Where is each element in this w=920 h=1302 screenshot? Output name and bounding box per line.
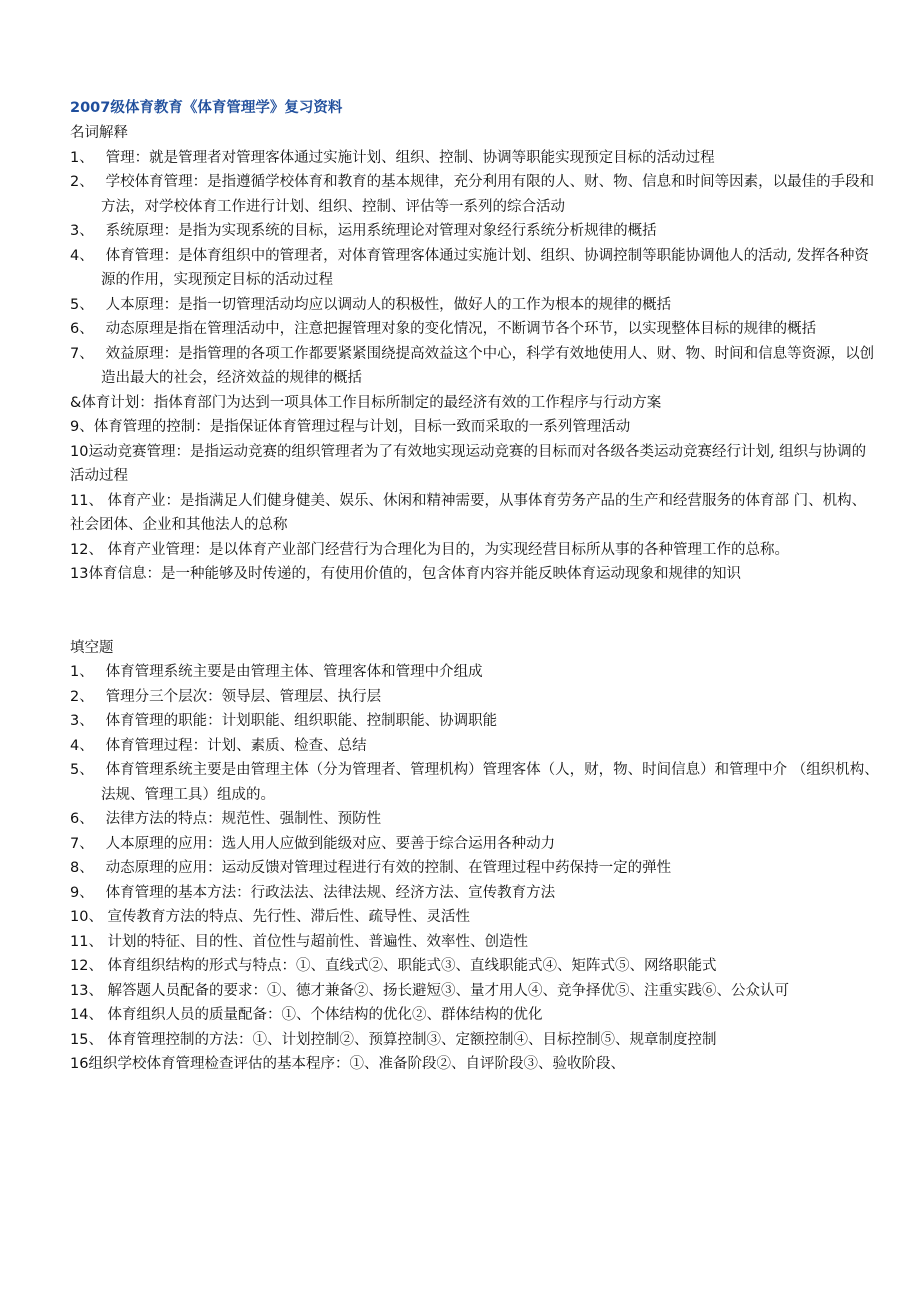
fill-item <box>70 807 880 832</box>
item-text: 管理：就是管理者对管理客体通过实施计划、组织、控制、协调等职能实现预定目标的活动过程 <box>101 149 715 166</box>
fill-item <box>70 832 880 857</box>
item-text: 计划的特征、目的性、首位性与超前性、普遍性、效率性、创造性 <box>102 933 529 950</box>
fill-list <box>70 660 880 1077</box>
item-text: 体育计划：指体育部门为达到一项具体工作目标所制定的最经济有效的工作程序与行动方案 <box>81 394 662 411</box>
item-text: 体育产业：是指满足人们健身健美、娱乐、休闲和精神需要，从事体育劳务产品的生产和经营服务的体育部 门、机构、社会团体、企业和其他法人的总称 <box>70 492 867 533</box>
item-text: 动态原理的应用：运动反馈对管理过程进行有效的控制、在管理过程中药保持一定的弹性 <box>101 860 672 876</box>
item-text: 效益原理：是指管理的各项工作都要紧紧围绕提高效益这个中心，科学有效地使用人、财、物、时间和信息等资源，以创造出最大的社会，经济效益的规律的概括 <box>101 345 875 386</box>
item-text: 学校体育管理：是指遵循学校体育和教育的基本规律，充分利用有限的人、财、物、信息和时间等因素，以最佳的手段和方法，对学校体育工作进行计划、组织、控制、评估等一系列的综合活动 <box>101 174 875 215</box>
section-heading-terms: 名词解释 <box>70 125 128 141</box>
term-item <box>70 489 880 538</box>
fill-item <box>70 1052 880 1077</box>
item-text: 运动竞赛管理：是指运动竞赛的组织管理者为了有效地实现运动竞赛的目标而对各级各类运动竞赛经行计划, 组织与协调的活动过程 <box>70 443 867 484</box>
fill-item <box>70 905 880 930</box>
section-heading-fill: 填空题 <box>70 639 114 656</box>
item-number: 16 <box>70 1056 89 1072</box>
item-number: & <box>70 394 82 411</box>
item-number: 11、 <box>70 933 103 950</box>
item-number: 12、 <box>70 958 103 974</box>
item-number: 2、 <box>70 174 94 190</box>
item-text: 组织学校体育管理检查评估的基本程序：①、准备阶段②、自评阶段③、验收阶段、 <box>88 1056 625 1072</box>
item-number: 6、 <box>70 321 94 337</box>
item-number: 9、 <box>70 884 94 901</box>
item-number: 14、 <box>70 1007 103 1023</box>
item-number: 15、 <box>70 1031 103 1048</box>
item-number: 2、 <box>70 688 94 705</box>
item-text: 人本原理的应用：选人用人应做到能级对应、要善于综合运用各种动力 <box>101 835 556 852</box>
item-text: 体育管理控制的方法：①、计划控制②、预算控制③、定额控制④、目标控制⑤、规章制度控制 <box>102 1031 717 1048</box>
item-number: 7、 <box>70 835 94 852</box>
item-number: 13 <box>70 566 89 582</box>
item-text: 体育管理系统主要是由管理主体（分为管理者、管理机构）管理客体（人，财，物、时间信息）和管理中介 （组织机构、法规、管理工具）组成的。 <box>101 762 879 803</box>
term-item <box>70 219 880 244</box>
item-number: 5、 <box>70 296 94 313</box>
item-text: 体育管理的控制：是指保证体育管理过程与计划，目标一致而采取的一系列管理活动 <box>93 419 631 435</box>
item-number: 5、 <box>70 762 94 778</box>
item-text: 人本原理：是指一切管理活动均应以调动人的积极性，做好人的工作为根本的规律的概括 <box>101 296 672 313</box>
term-item <box>70 293 880 318</box>
term-item <box>70 170 880 219</box>
fill-item <box>70 685 880 710</box>
fill-item <box>70 709 880 734</box>
fill-item <box>70 1003 880 1028</box>
term-item <box>70 342 880 391</box>
item-number: 13、 <box>70 982 103 999</box>
item-number: 3、 <box>70 223 94 239</box>
item-number: 1、 <box>70 664 94 680</box>
item-text: 体育管理：是体育组织中的管理者，对体育管理客体通过实施计划、组织、协调控制等职能协调他人的活动, 发挥各种资源的作用，实现预定目标的活动过程 <box>101 247 869 288</box>
term-item <box>70 244 880 293</box>
term-item <box>70 391 880 416</box>
term-item <box>70 440 880 489</box>
item-number: 4、 <box>70 737 94 754</box>
term-item <box>70 146 880 171</box>
item-number: 4、 <box>70 247 94 264</box>
fill-item <box>70 930 880 955</box>
item-text: 宣传教育方法的特点、先行性、滞后性、疏导性、灵活性 <box>102 909 471 925</box>
fill-item <box>70 856 880 881</box>
item-text: 体育组织结构的形式与特点：①、直线式②、职能式③、直线职能式④、矩阵式⑤、网络职能式 <box>102 958 717 974</box>
item-text: 体育管理系统主要是由管理主体、管理客体和管理中介组成 <box>101 664 483 680</box>
section-gap <box>70 587 880 636</box>
item-text: 系统原理：是指为实现系统的目标，运用系统理论对管理对象经行系统分析规律的概括 <box>101 223 657 239</box>
item-number: 1、 <box>70 149 94 166</box>
fill-item <box>70 979 880 1004</box>
term-item <box>70 415 880 440</box>
item-text: 体育组织人员的质量配备：①、个体结构的优化②、群体结构的优化 <box>102 1007 543 1023</box>
item-number: 10、 <box>70 909 103 925</box>
item-number: 11、 <box>70 492 103 509</box>
term-item <box>70 562 880 587</box>
item-text: 体育管理的基本方法：行政法法、法律法规、经济方法、宣传教育方法 <box>101 884 556 901</box>
item-number: 6、 <box>70 811 94 827</box>
fill-item <box>70 954 880 979</box>
item-text: 动态原理是指在管理活动中，注意把握管理对象的变化情况，不断调节各个环节，以实现整体目标的规律的概括 <box>101 321 817 337</box>
term-item <box>70 538 880 563</box>
item-text: 法律方法的特点：规范性、强制性、预防性 <box>101 811 382 827</box>
document-title: 2007级体育教育《体育管理学》复习资料 <box>70 100 343 116</box>
fill-item <box>70 1028 880 1053</box>
item-text: 体育产业管理：是以体育产业部门经营行为合理化为目的，为实现经营目标所从事的各种管理工作的总称。 <box>102 541 790 558</box>
item-number: 12、 <box>70 541 103 558</box>
item-text: 体育信息：是一种能够及时传递的，有使用价值的，包含体育内容并能反映体育运动现象和规律的知识 <box>88 566 741 582</box>
fill-item <box>70 660 880 685</box>
item-text: 体育管理的职能：计划职能、组织职能、控制职能、协调职能 <box>101 713 498 729</box>
fill-item <box>70 881 880 906</box>
terms-list <box>70 146 880 587</box>
fill-item <box>70 758 880 807</box>
item-number: 9、 <box>70 419 94 435</box>
item-text: 体育管理过程：计划、素质、检查、总结 <box>101 737 367 754</box>
term-item <box>70 317 880 342</box>
item-number: 8、 <box>70 860 94 876</box>
item-number: 10 <box>70 443 89 460</box>
item-text: 解答题人员配备的要求：①、德才兼备②、扬长避短③、量才用人④、竞争择优⑤、注重实践⑥、公众认可 <box>102 982 790 999</box>
item-text: 管理分三个层次：领导层、管理层、执行层 <box>101 688 382 705</box>
fill-item <box>70 734 880 759</box>
item-number: 7、 <box>70 345 94 362</box>
item-number: 3、 <box>70 713 94 729</box>
document-page <box>70 95 880 1077</box>
